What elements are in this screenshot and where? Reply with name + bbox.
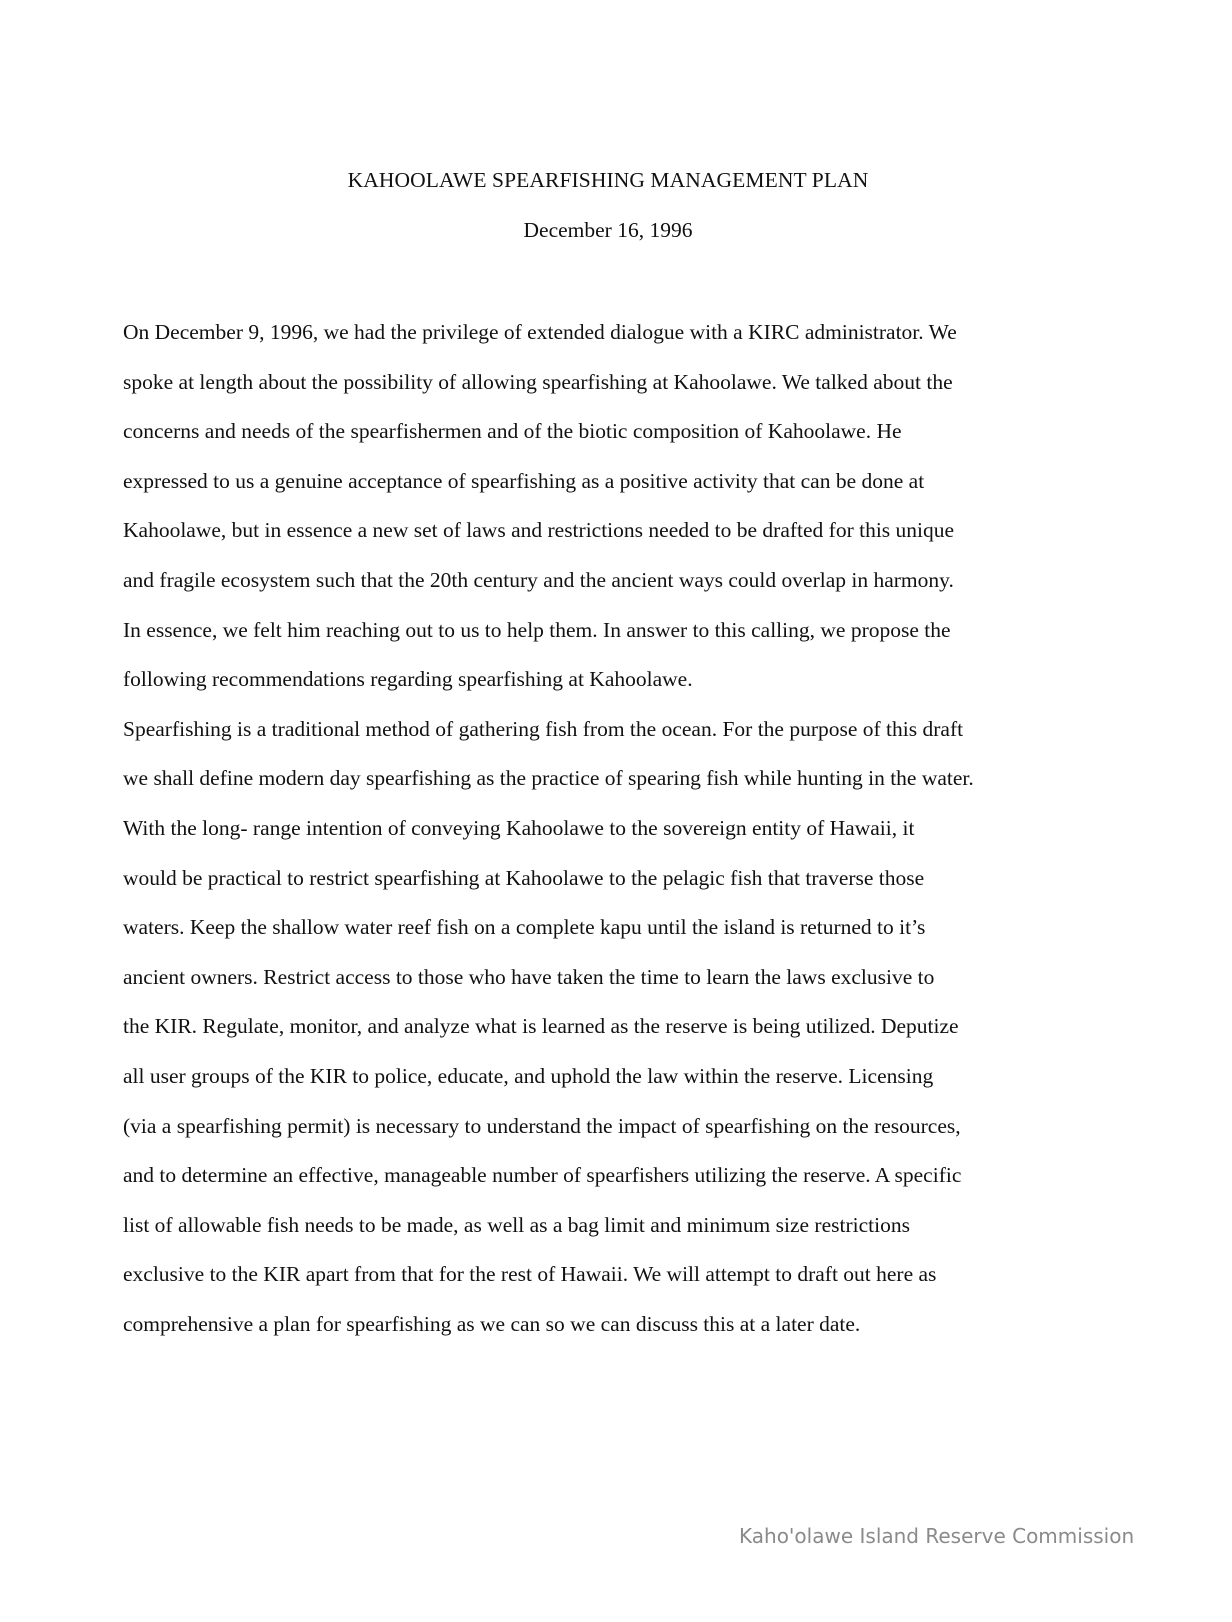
body-text-line: concerns and needs of the spearfishermen and of the biotic composition of Kahoolawe. He <box>123 419 902 444</box>
body-text-line: Kahoolawe, but in essence a new set of laws and restrictions needed to be drafted for this unique <box>123 518 955 543</box>
body-text-line: (via a spearfishing permit) is necessary to understand the impact of spearfishing on the resources, <box>123 1113 961 1138</box>
body-text-line: On December 9, 1996, we had the privilege of extended dialogue with a KIRC administrator. We <box>123 320 957 344</box>
body-text-line: In essence, we felt him reaching out to us to help them. In answer to this calling, we propose the <box>123 617 951 642</box>
body-text-line: ancient owners. Restrict access to those who have taken the time to learn the laws exclusive to <box>123 964 935 989</box>
document-body <box>123 318 974 1359</box>
body-text-line: Spearfishing is a traditional method of gathering fish from the ocean. For the purpose of this draft <box>123 716 964 741</box>
body-text-line: the KIR. Regulate, monitor, and analyze what is learned as the reserve is being utilized. Deputize <box>123 1014 959 1039</box>
body-text-line: all user groups of the KIR to police, educate, and uphold the law within the reserve. Licensing <box>123 1063 934 1088</box>
body-text-line: following recommendations regarding spearfishing at Kahoolawe. <box>123 667 693 692</box>
body-text-line: waters. Keep the shallow water reef fish on a complete kapu until the island is returned to it’s <box>123 915 926 940</box>
body-text-line: expressed to us a genuine acceptance of spearfishing as a positive activity that can be done at <box>123 468 925 493</box>
body-text-line: would be practical to restrict spearfishing at Kahoolawe to the pelagic fish that traverse those <box>123 865 925 890</box>
document-date: December 16, 1996 <box>523 218 693 242</box>
body-text-line: list of allowable fish needs to be made, as well as a bag limit and minimum size restrictions <box>123 1212 910 1237</box>
body-text-line: comprehensive a plan for spearfishing as we can so we can discuss this at a later date. <box>123 1311 861 1336</box>
document-title: KAHOOLAWE SPEARFISHING MANAGEMENT PLAN <box>347 168 869 192</box>
body-text-line: exclusive to the KIR apart from that for the rest of Hawaii. We will attempt to draft out here as <box>123 1262 937 1287</box>
body-text-line: and fragile ecosystem such that the 20th century and the ancient ways could overlap in harmony. <box>123 567 954 592</box>
body-text-line: we shall define modern day spearfishing as the practice of spearing fish while hunting in the water. <box>123 766 974 791</box>
body-text-line: and to determine an effective, manageable number of spearfishers utilizing the reserve. A specific <box>123 1163 962 1188</box>
body-text-line: spoke at length about the possibility of allowing spearfishing at Kahoolawe. We talked about the <box>123 369 953 394</box>
footer-watermark: Kaho'olawe Island Reserve Commission <box>739 1524 1135 1548</box>
body-text-line: With the long- range intention of conveying Kahoolawe to the sovereign entity of Hawaii, it <box>123 815 915 840</box>
